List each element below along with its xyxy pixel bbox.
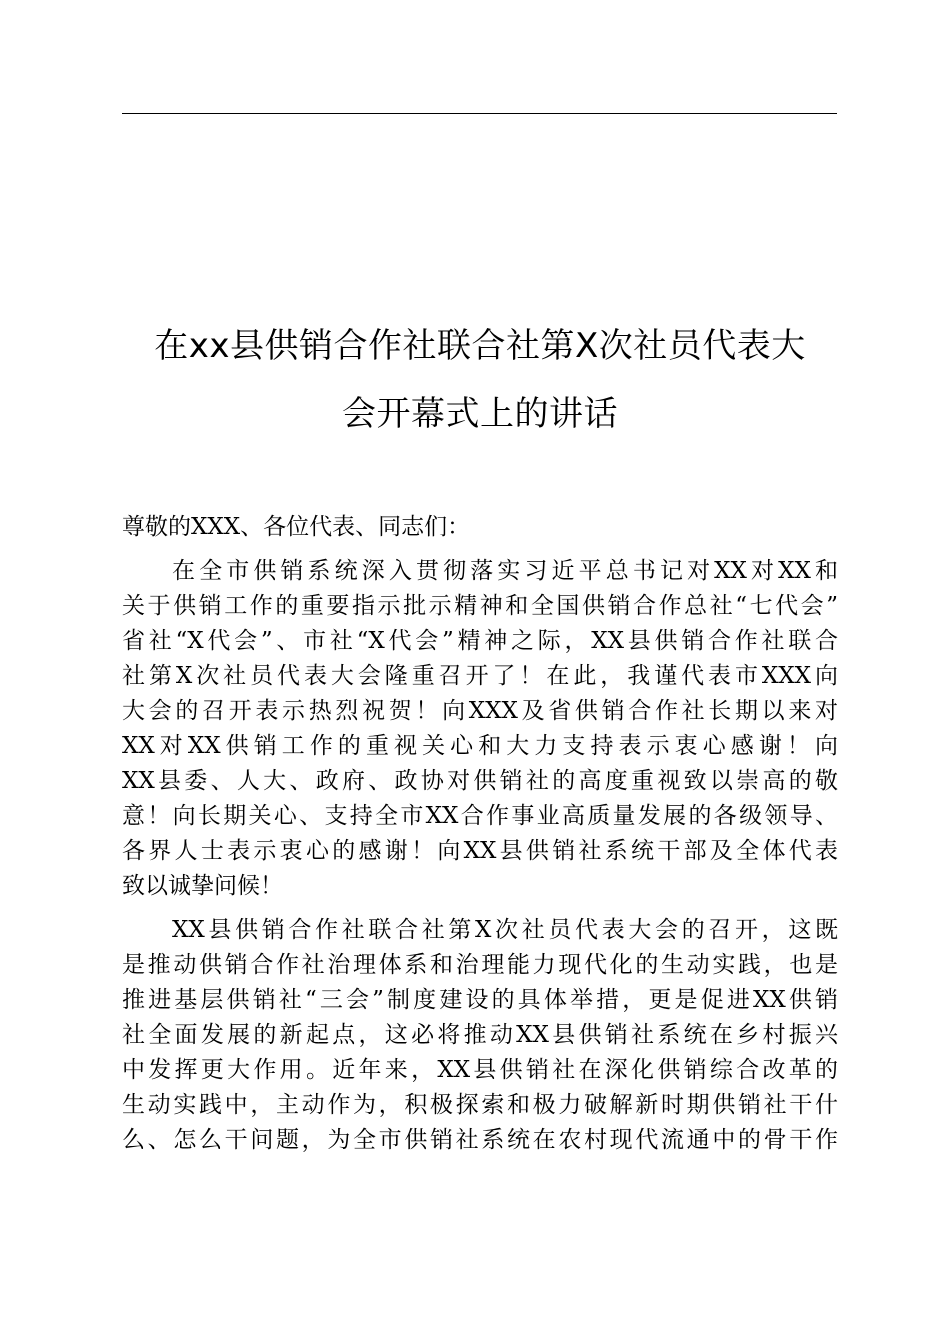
text-line: XX县供销合作社联合社第X次社员代表大会的召开，这既 bbox=[172, 917, 838, 943]
salutation: 尊敬的XXX、各位代表、同志们： bbox=[122, 514, 471, 540]
text-line: 意！向长期关心、支持全市XX合作事业高质量发展的各级领导、 bbox=[122, 803, 838, 829]
text-line: 社第X次社员代表大会隆重召开了！在此，我谨代表市XXX向 bbox=[122, 663, 838, 689]
text-line: 是推动供销合作社治理体系和治理能力现代化的生动实践，也是 bbox=[122, 952, 838, 978]
text-line: 推进基层供销社“三会”制度建设的具体举措，更是促进XX供销 bbox=[122, 987, 838, 1013]
text-line: 关于供销工作的重要指示批示精神和全国供销合作总社“七代会” bbox=[122, 593, 838, 619]
text-line: 大会的召开表示热烈祝贺！向XXX及省供销合作社长期以来对 bbox=[122, 698, 838, 724]
text-line: 社全面发展的新起点，这必将推动XX县供销社系统在乡村振兴 bbox=[122, 1022, 838, 1048]
paragraph-2 bbox=[122, 913, 838, 1158]
text-line: 中发挥更大作用。近年来，XX县供销社在深化供销综合改革的 bbox=[122, 1057, 838, 1083]
paragraph-1 bbox=[122, 554, 838, 904]
title-line-2: 会开幕式上的讲话 bbox=[342, 394, 618, 434]
text-line: XX对XX供销工作的重视关心和大力支持表示衷心感谢！向 bbox=[122, 733, 838, 759]
text-line: 省社“X代会”、市社“X代会”精神之际，XX县供销合作社联合 bbox=[122, 628, 838, 654]
document-title bbox=[110, 312, 850, 448]
speech-body bbox=[122, 510, 838, 1167]
text-line: 生动实践中，主动作为，积极探索和极力破解新时期供销社干什 bbox=[122, 1092, 838, 1118]
text-line: XX县委、人大、政府、政协对供销社的高度重视致以崇高的敬 bbox=[122, 768, 838, 794]
text-line: 么、怎么干问题，为全市供销社系统在农村现代流通中的骨干作 bbox=[122, 1127, 838, 1153]
text-line: 致以诚挚问候！ bbox=[122, 873, 283, 899]
title-line-1: 在xx县供销合作社联合社第X次社员代表大 bbox=[154, 326, 806, 366]
header-rule bbox=[122, 113, 837, 114]
text-line: 各界人士表示衷心的感谢！向XX县供销社系统干部及全体代表 bbox=[122, 838, 838, 864]
text-line: 在全市供销系统深入贯彻落实习近平总书记对XX对XX和 bbox=[172, 558, 838, 584]
